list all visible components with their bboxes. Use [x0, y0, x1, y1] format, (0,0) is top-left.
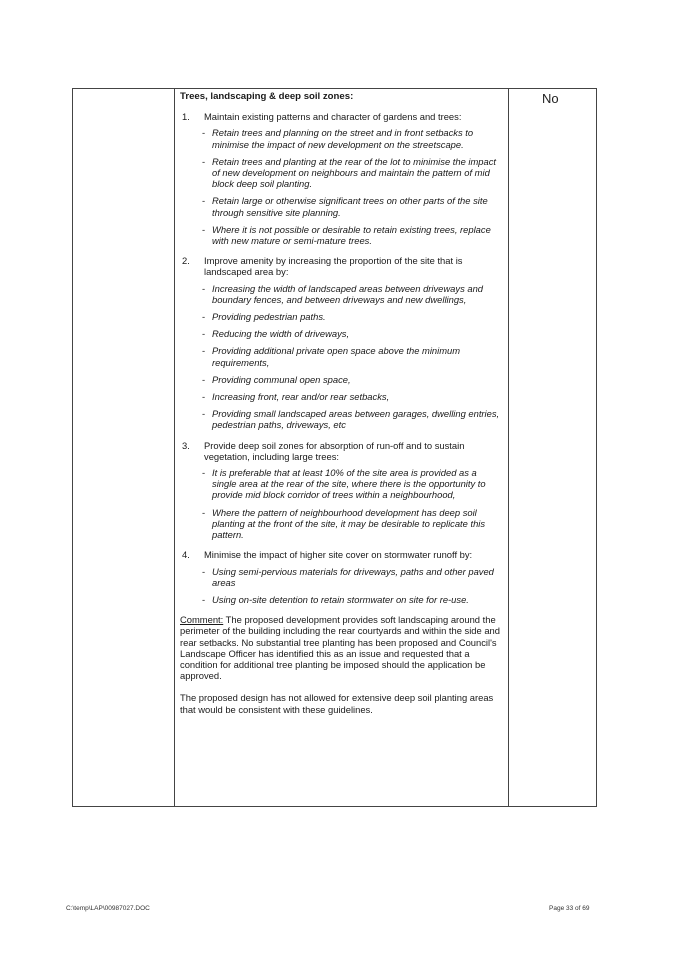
item-text: Maintain existing patterns and character of gardens and trees:: [204, 111, 462, 123]
requirements-table: [72, 88, 597, 807]
sub-item: - Providing additional private open space above the minimum requirements,: [202, 345, 461, 368]
item-number: 4.: [182, 549, 190, 561]
item-number: 3.: [182, 439, 190, 451]
sub-item: - It is preferable that at least 10% of the site area is provided as a single area at the rear of the site, where there is the opportunity to provide mid block corridor of trees within a neighbourhood,: [202, 467, 486, 501]
sub-item: - Increasing the width of landscaped areas between driveways and boundary fences, and between driveways and new dwellings,: [202, 282, 484, 305]
list-item: [180, 111, 502, 246]
sub-item: - Retain trees and planting at the rear of the lot to minimise the impact of new development on neighbours and maintain the pattern of mid block deep soil planting.: [202, 155, 497, 190]
list-item: [180, 549, 502, 605]
item-text: Minimise the impact of higher site cover on stormwater runoff by:: [204, 549, 473, 561]
list-item: [180, 255, 502, 430]
status-value: No: [542, 91, 559, 106]
sub-item: - Retain large or otherwise significant trees on other parts of the site through sensitive site planning.: [202, 195, 488, 218]
section-heading: Trees, landscaping & deep soil zones:: [180, 91, 354, 102]
table-column-status: [508, 89, 596, 806]
footer-file-path: C:\temp\LAP\00987027.DOC: [66, 905, 150, 912]
sub-item: - Providing communal open space,: [202, 373, 351, 385]
comment-paragraph: [180, 614, 502, 681]
sub-item: - Retain trees and planning on the street and in front setbacks to minimise the impact of new development on the streetscape.: [202, 127, 474, 150]
sub-item: - Increasing front, rear and/or rear setbacks,: [202, 391, 390, 403]
comment-text: The proposed development provides soft landscaping around the perimeter of the building including the rear courtyards and within the side and rear setbacks. No substantial tree planting has been proposed and Council's Landscape Officer has identified this as an issue and requested that a condition for additional tree planting be imposed should the application be approved.: [180, 614, 500, 682]
item-number: 1.: [182, 111, 190, 123]
sub-item: - Where the pattern of neighbourhood development has deep soil planting at the front of the site, it may be desirable to replicate this pattern.: [202, 506, 486, 541]
item-number: 2.: [182, 255, 190, 267]
sub-item: - Where it is not possible or desirable to retain existing trees, replace with new mature or semi-mature trees.: [202, 223, 491, 247]
sub-item: - Using on-site detention to retain stormwater on site for re-use.: [202, 593, 469, 605]
footer-page-number: Page 33 of 69: [549, 905, 590, 912]
table-column-blank: [73, 89, 175, 806]
item-text: Provide deep soil zones for absorption of run-off and to sustain vegetation, including large trees:: [204, 439, 465, 462]
comment-label: Comment:: [180, 614, 224, 626]
item-text: Improve amenity by increasing the proportion of the site that is landscaped area by:: [204, 255, 463, 278]
sub-item: - Reducing the width of driveways,: [202, 328, 350, 340]
sub-item: - Using semi-pervious materials for driveways, paths and other paved areas: [202, 565, 494, 588]
sub-item: - Providing pedestrian paths.: [202, 311, 326, 323]
closing-paragraph: The proposed design has not allowed for extensive deep soil planting areas that would be consistent with these guidelines.: [180, 692, 494, 715]
list-item: [180, 440, 502, 541]
sub-item: - Providing small landscaped areas between garages, dwelling entries, pedestrian paths, driveways, etc: [202, 408, 500, 431]
table-column-content: [174, 89, 509, 806]
content-cell: [180, 91, 502, 726]
